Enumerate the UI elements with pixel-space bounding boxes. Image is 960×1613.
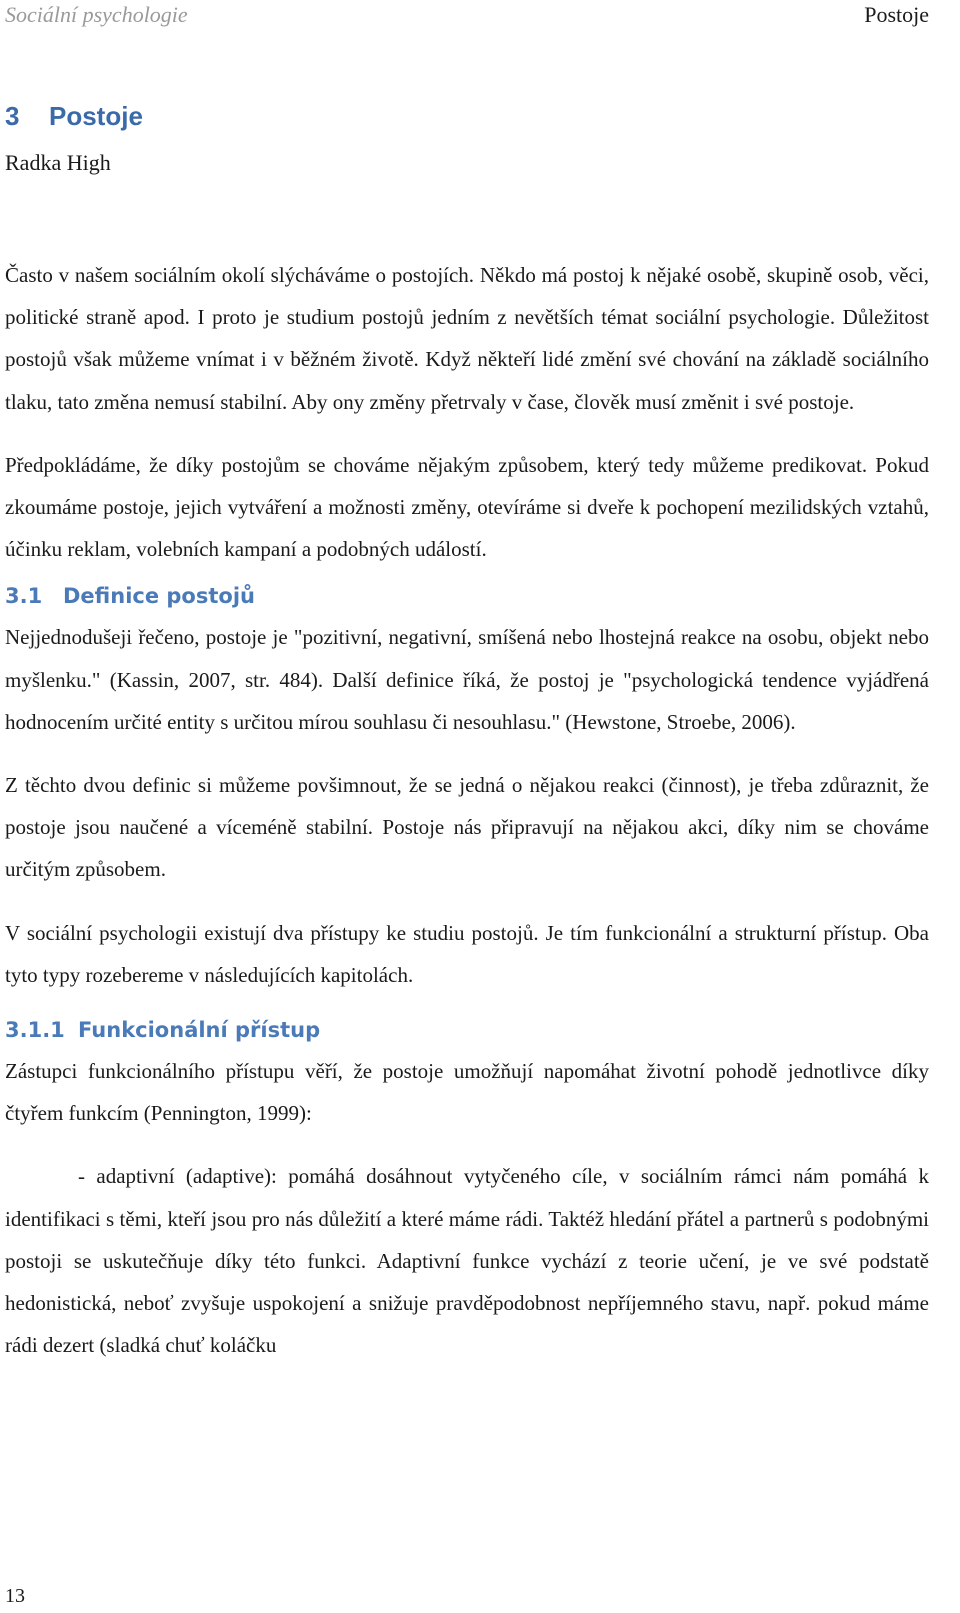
funkcionalni-list-item-adaptivni: - adaptivní (adaptive): pomáhá dosáhnout vytyčeného cíle, v sociálním rámci nám pomáhá k identifikaci s těmi, kteří jsou pro nás důležití a které máme rádi. Taktéž hledání přátel a partnerů s podobnými postoji se uskutečňuje díky této funkci. Adaptivní funkce vychází z teorie učení, je ve své podstatě hedonistická, neboť zvyšuje uspokojení a snižuje pravděpodobnost nepříjemného stavu, např. pokud máme rádi dezert (sladká chuť koláčku xyxy=(5,1164,929,1358)
intro-paragraph-2: Předpokládáme, že díky postojům se chováme nějakým způsobem, který tedy můžeme predikovat. Pokud zkoumáme postoje, jejich vytváření a možnosti změny, otevíráme si dveře k pochopení mezilidských vztahů, účinku reklam, volebních kampaní a podobných událostí. xyxy=(5,452,929,562)
section-number: 3.1 xyxy=(5,584,43,609)
definice-paragraph-2: Z těchto dvou definic si můžeme povšimnout, že se jedná o nějakou reakci (činnost), je třeba zdůraznit, že postoje jsou naučené a víceméně stabilní. Postoje nás připravují na nějakou akci, díky nim se chováme určitým způsobem. xyxy=(5,773,929,882)
section-heading-definice xyxy=(5,576,929,616)
chapter-author: Radka High xyxy=(5,150,111,175)
page-number: 13 xyxy=(5,1585,25,1607)
definice-paragraph-1: Nejjednodušeji řečeno, postoje je "pozitivní, negativní, smíšená nebo lhostejná reakce na osobu, objekt nebo myšlenku." (Kassin, 2007, str. 484). Další definice říká, že postoj je "psychologická tendence vyjádřená hodnocením určité entity s určitou mírou souhlasu či nesouhlasu." (Hewstone, Stroebe, 2006). xyxy=(5,625,929,734)
chapter-title: Postoje xyxy=(49,101,143,131)
definice-paragraph-3: V sociální psychologii existují dva přístupy ke studiu postojů. Je tím funkcionální a strukturní přístup. Oba tyto typy rozebereme v následujících kapitolách. xyxy=(5,920,929,987)
subsection-heading-funkcionalni xyxy=(5,1010,929,1050)
intro-paragraph-1: Často v našem sociálním okolí slýcháváme o postojích. Někdo má postoj k nějaké osobě, skupině osob, věci, politické straně apod. I proto je studium postojů jedním z nevětších témat sociální psychologie. Důležitost postojů však můžeme vnímat i v běžném životě. Když někteří lidé změní své chování na základě sociálního tlaku, tato změna nemusí stabilní. Aby ony změny přetrvaly v čase, člověk musí změnit i své postoje. xyxy=(5,263,929,414)
subsection-title: Funkcionální přístup xyxy=(78,1018,321,1043)
header-book-title: Sociální psychologie xyxy=(5,2,188,27)
page-content xyxy=(5,96,929,1366)
subsection-number: 3.1.1 xyxy=(5,1018,65,1043)
section-title: Definice postojů xyxy=(63,584,255,609)
funkcionalni-paragraph-1: Zástupci funkcionálního přístupu věří, že postoje umožňují napomáhat životní pohodě jednotlivce díky čtyřem funkcím (Pennington, 1999): xyxy=(5,1059,929,1126)
header-chapter-title: Postoje xyxy=(864,2,929,27)
page-header xyxy=(5,0,929,30)
chapter-number: 3 xyxy=(5,101,20,131)
chapter-heading xyxy=(5,96,929,136)
